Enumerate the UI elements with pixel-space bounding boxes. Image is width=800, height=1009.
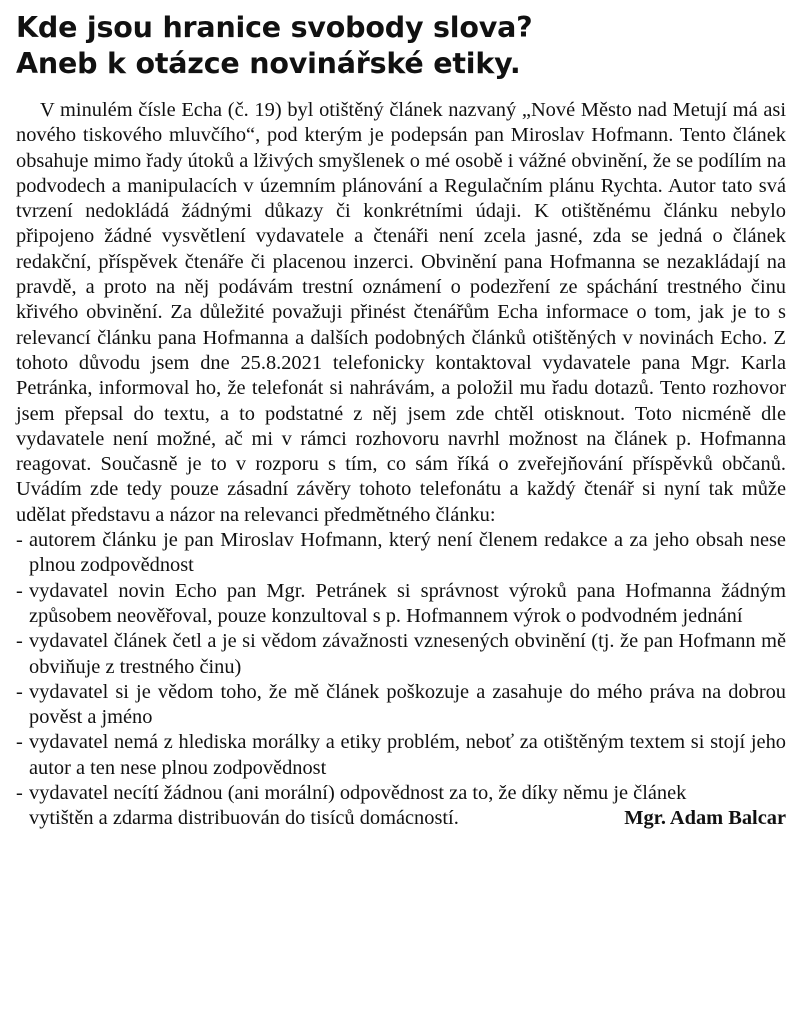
article-body [16, 98, 786, 832]
list-item [16, 579, 786, 630]
list-item-text: vydavatel si je vědom toho, že mě článek poškozuje a zasahuje do mého práva na dobrou pověst a jméno [29, 680, 786, 729]
body-paragraph: V minulém čísle Echa (č. 19) byl otištěný článek nazvaný „Nové Město nad Metují má asi nového tiskového mluvčího“, pod kterým je podepsán pan Miroslav Hofmann. Tento článek obsahuje mimo řady útoků a lživých smyšlenek o mé osobě i vážné obvinění, že se podílím na podvodech a manipulacích v územním plánování a Regulačním plánu Rychta. Autor tato svá tvrzení nedokládá žádnými důkazy či konkrétními údaji. K otištěnému článku nebylo připojeno žádné vysvětlení vydavatele a čtenáři není zcela jasné, zda se jedná o článek redakční, příspěvek čtenáře či placenou inzerci. Obvinění pana Hofmanna se nezakládají na pravdě, a proto na něj podávám trestní oznámení o podezření ze spáchání trestného činu křivého obvinění. Za důležité považuji přinést čtenářům Echa informace o tom, jak je to s relevancí článku pana Hofmanna a dalších podobných článků otištěných v novinách Echo. Z tohoto důvodu jsem dne 25.8.2021 telefonicky kontaktoval vydavatele pana Mgr. Karla Petránka, informoval ho, že telefonát si nahrávám, a položil mu řadu dotazů. Tento rozhovor jsem přepsal do textu, a to podstatné z něj jsem zde chtěl otisknout. Toto nicméně dle vydavatele není možné, ač mi v rámci rozhovoru navrhl možnost na článek p. Hofmanna reagovat. Současně je to v rozporu s tím, co sám říká o zveřejňování příspěvků občanů. Uvádím zde tedy pouze zásadní závěry tohoto telefonátu a každý čtenář si nyní tak může udělat představu a názor na relevanci předmětného článku: [16, 99, 786, 526]
list-item-text: vydavatel článek četl a je si vědom závažnosti vznesených obvinění (tj. že pan Hofmann mě obviňuje z trestného činu) [29, 630, 786, 678]
dash-marker: - [16, 529, 23, 552]
headline-line-2: Aneb k otázce novinářské etiky. [16, 47, 521, 80]
list-item-last [16, 781, 786, 832]
headline-line-1: Kde jsou hranice svobody slova? [16, 11, 533, 44]
author-signature: Mgr. Adam Balcar [624, 807, 786, 830]
list-item [16, 629, 786, 680]
list-item [16, 528, 786, 579]
list-item [16, 730, 786, 781]
dash-marker: - [16, 731, 23, 754]
list-item [16, 680, 786, 731]
list-item-text: autorem článku je pan Miroslav Hofmann, který není členem redakce a za jeho obsah nese plnou zodpovědnost [29, 529, 786, 577]
list-item-text: vydavatel novin Echo pan Mgr. Petránek si správnost výroků pana Hofmanna žádným způsobem neověřoval, pouze konzultoval s p. Hofmannem výrok o podvodném jednání [29, 579, 786, 627]
dash-list [16, 528, 786, 832]
dash-marker: - [16, 680, 23, 703]
list-item-text: vydavatel nemá z hlediska morálky a etiky problém, neboť za otištěným textem si stojí jeho autor a ten nese plnou zodpovědnost [29, 731, 786, 779]
dash-marker: - [16, 630, 23, 653]
closing-line [29, 806, 786, 831]
article [16, 10, 786, 832]
headline [16, 10, 786, 82]
dash-marker: - [16, 782, 23, 805]
list-item-text-end: vytištěn a zdarma distribuován do tisíců domácností. [29, 807, 459, 830]
dash-marker: - [16, 579, 23, 602]
list-item-text: vydavatel necítí žádnou (ani morální) odpovědnost za to, že díky němu je článek [29, 782, 687, 805]
